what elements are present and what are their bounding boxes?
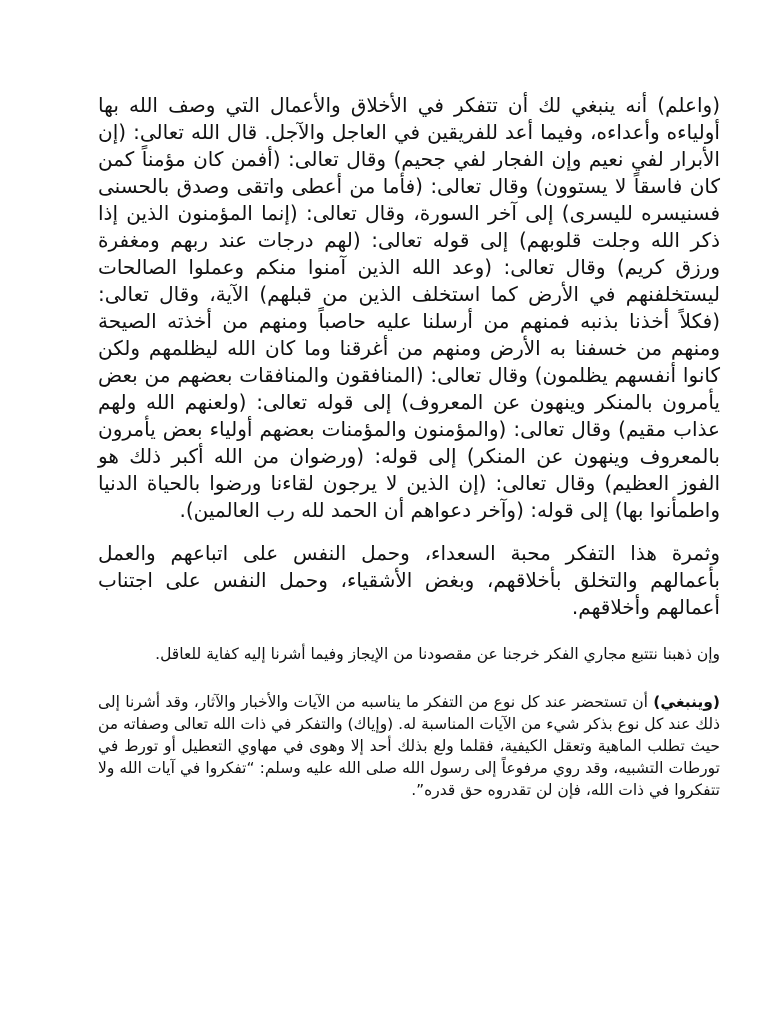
document-page (98, 92, 720, 801)
paragraph-reflection-on-qualities: (واعلم) أنه ينبغي لك أن تتفكر في الأخلاق والأعمال التي وصف الله بها أولياءه وأعداءه، وفيما أعد للفريقين في العاجل والآجل. قال الله تعالى: (إن الأبرار لفي نعيم وإن الفجار لفي جحيم) وقال تعالى: (أفمن كان مؤمناً كمن كان فاسقاً لا يستوون) وقال تعالى: (فأما من أعطى واتقى وصدق بالحسنى فسنيسره لليسرى) إلى آخر السورة، وقال تعالى: (إنما المؤمنون الذين إذا ذكر الله وجلت قلوبهم) إلى قوله تعالى: (لهم درجات عند ربهم ومغفرة ورزق كريم) وقال تعالى: (وعد الله الذين آمنوا منكم وعملوا الصالحات ليستخلفنهم في الأرض كما استخلف الذين من قبلهم) الآية، وقال تعالى: (فكلاً أخذنا بذنبه فمنهم من أرسلنا عليه حاصباً ومنهم من أخذته الصيحة ومنهم من خسفنا به الأرض ومنهم من أغرقنا وما كان الله ليظلمهم ولكن كانوا أنفسهم يظلمون) وقال تعالى: (المنافقون والمنافقات بعضهم من بعض يأمرون بالمنكر وينهون عن المعروف) إلى قوله تعالى: (ولعنهم الله ولهم عذاب مقيم) وقال تعالى: (والمؤمنون والمؤمنات بعضهم أولياء بعض يأمرون بالمعروف وينهون عن المنكر) إلى قوله: (ورضوان من الله أكبر ذلك هو الفوز العظيم) وقال تعالى: (إن الذين لا يرجون لقاءنا ورضوا بالحياة الدنيا واطمأنوا بها) إلى قوله: (وآخر دعواهم أن الحمد لله رب العالمين). (98, 93, 720, 522)
bold-term-yanbaghi: (وينبغي) (653, 693, 720, 711)
paragraph-fruit-of-reflection: وثمرة هذا التفكر محبة السعداء، وحمل النفس على اتباعهم والعمل بأعمالهم والتخلق بأخلاقهم، وبغض الأشقياء، وحمل النفس على اجتناب أعمالهم وأخلاقهم. (98, 541, 720, 619)
paragraph-reflection-guidance (98, 691, 720, 801)
paragraph-brevity-note: وإن ذهبنا نتتبع مجاري الفكر خرجنا عن مقصودنا من الإيجاز وفيما أشرنا إليه كفاية للعاقل. (155, 645, 720, 663)
paragraph-guidance-text: أن تستحضر عند كل نوع من التفكر ما يناسبه من الآيات والأخبار والآثار، وقد أشرنا إلى ذلك عند كل نوع بذكر شيء من الآيات المناسبة له. (وإياك) والتفكر في ذات الله تعالى وصفاته من حيث تطلب الماهية وتعقل الكيفية، فقلما ولع بذلك أحد إلا وهوى في مهاوي التعطيل أو تورط في تورطات التشبيه، وقد روي مرفوعاً إلى رسول الله صلى الله عليه وسلم: “تفكروا في آيات الله ولا تتفكروا في ذات الله، فإن لن تقدروه حق قدره”. (98, 693, 720, 799)
